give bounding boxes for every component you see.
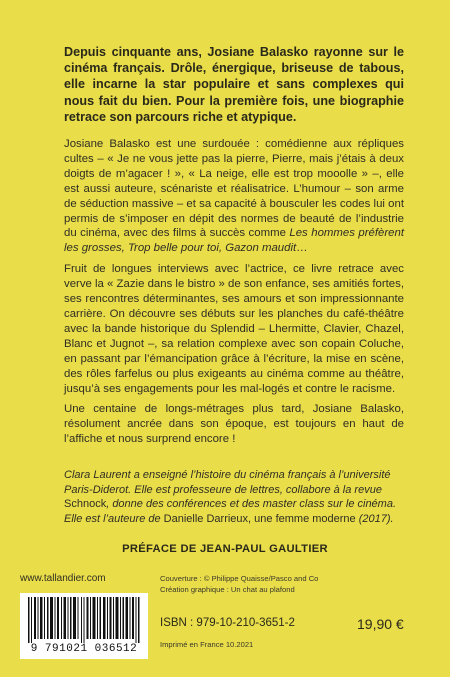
barcode-number: 9 791021 036512 (30, 643, 138, 655)
author-bio-text-b: , donne des conférences et des master class sur le cinéma. Elle est l’auteure de (64, 498, 397, 525)
intro-blurb: Depuis cinquante ans, Josiane Balasko rayonne sur le cinéma français. Drôle, énergique, briseuse de tabous, elle incarne la star populaire et sans complexes qui nous fait du bien. Pour la première fois, une biographie retrace son parcours riche et atypique. (64, 45, 404, 124)
author-bio-text-c: (2017). (355, 512, 394, 525)
revue-name: Schnock (64, 498, 107, 511)
cover-credits (160, 573, 330, 595)
paragraph-career-text: Josiane Balasko est une surdouée : comédienne aux répliques cultes – « Je ne vous jette pas la pierre, Pierre, mais j’étais à deux doigts de m’agacer ! », « La neige, elle est trop mooolle » –, elle est aussi auteure, scénariste et réalisatrice. L’humour – son arme de séduction massive – et sa capacité à bousculer les codes lui ont permis de s’imposer en dépit des normes de beauté de l’industrie du cinéma, avec des films à succès comme (64, 138, 404, 240)
printing-info: Imprimé en France 10.2021 (160, 640, 254, 649)
paragraph-book: Fruit de longues interviews avec l’actrice, ce livre retrace avec verve la « Zazie dans le bistro » de son enfance, ses amitiés fortes, ses rencontres déterminantes, ses amours et son impressionnante carrière. On découvre ses débuts sur les planches du café-théâtre avec la bande historique du Splendid – Lhermitte, Clavier, Chazel, Blanc et Jugnot –, sa relation complexe avec son copain Coluche, en passant par l’émancipation grâce à l’écriture, la mise en scène, des rôles farfelus ou plus exigeants au cinéma comme au théâtre, jusqu’à ses engagements pour les mal-logés et contre le racisme. (64, 263, 404, 395)
author-bio-text-a: Clara Laurent a enseigné l’histoire du cinéma français à l’université Paris-Diderot. Elle est professeure de lettres, collabore à la revue (64, 469, 391, 496)
design-credit: Création graphique : Un chat au plafond (160, 585, 295, 594)
price: 19,90 € (357, 616, 404, 632)
barcode-bars-icon (26, 597, 142, 643)
author-bio (64, 468, 404, 526)
main-description (64, 137, 404, 453)
cover-photo-credit: Couverture : © Philippe Quaisse/Pasco and Co (160, 574, 319, 583)
preface-credit: PRÉFACE DE JEAN-PAUL GAULTIER (122, 543, 328, 555)
isbn: ISBN : 979-10-210-3651-2 (160, 617, 295, 629)
paragraph-career-ellipsis: … (296, 242, 308, 255)
film-titles: Les hommes préfèrent les grosses, Trop belle pour toi, Gazon maudit (64, 227, 404, 255)
barcode (20, 593, 148, 659)
author-book-title: Danielle Darrieux, une femme moderne (163, 512, 356, 525)
paragraph-conclusion: Une centaine de longs-métrages plus tard, Josiane Balasko, résolument ancrée dans son époque, est toujours en haut de l’affiche et nous surprend encore ! (64, 403, 404, 446)
publisher-website: www.tallandier.com (20, 573, 106, 584)
paragraph-career (64, 137, 404, 256)
